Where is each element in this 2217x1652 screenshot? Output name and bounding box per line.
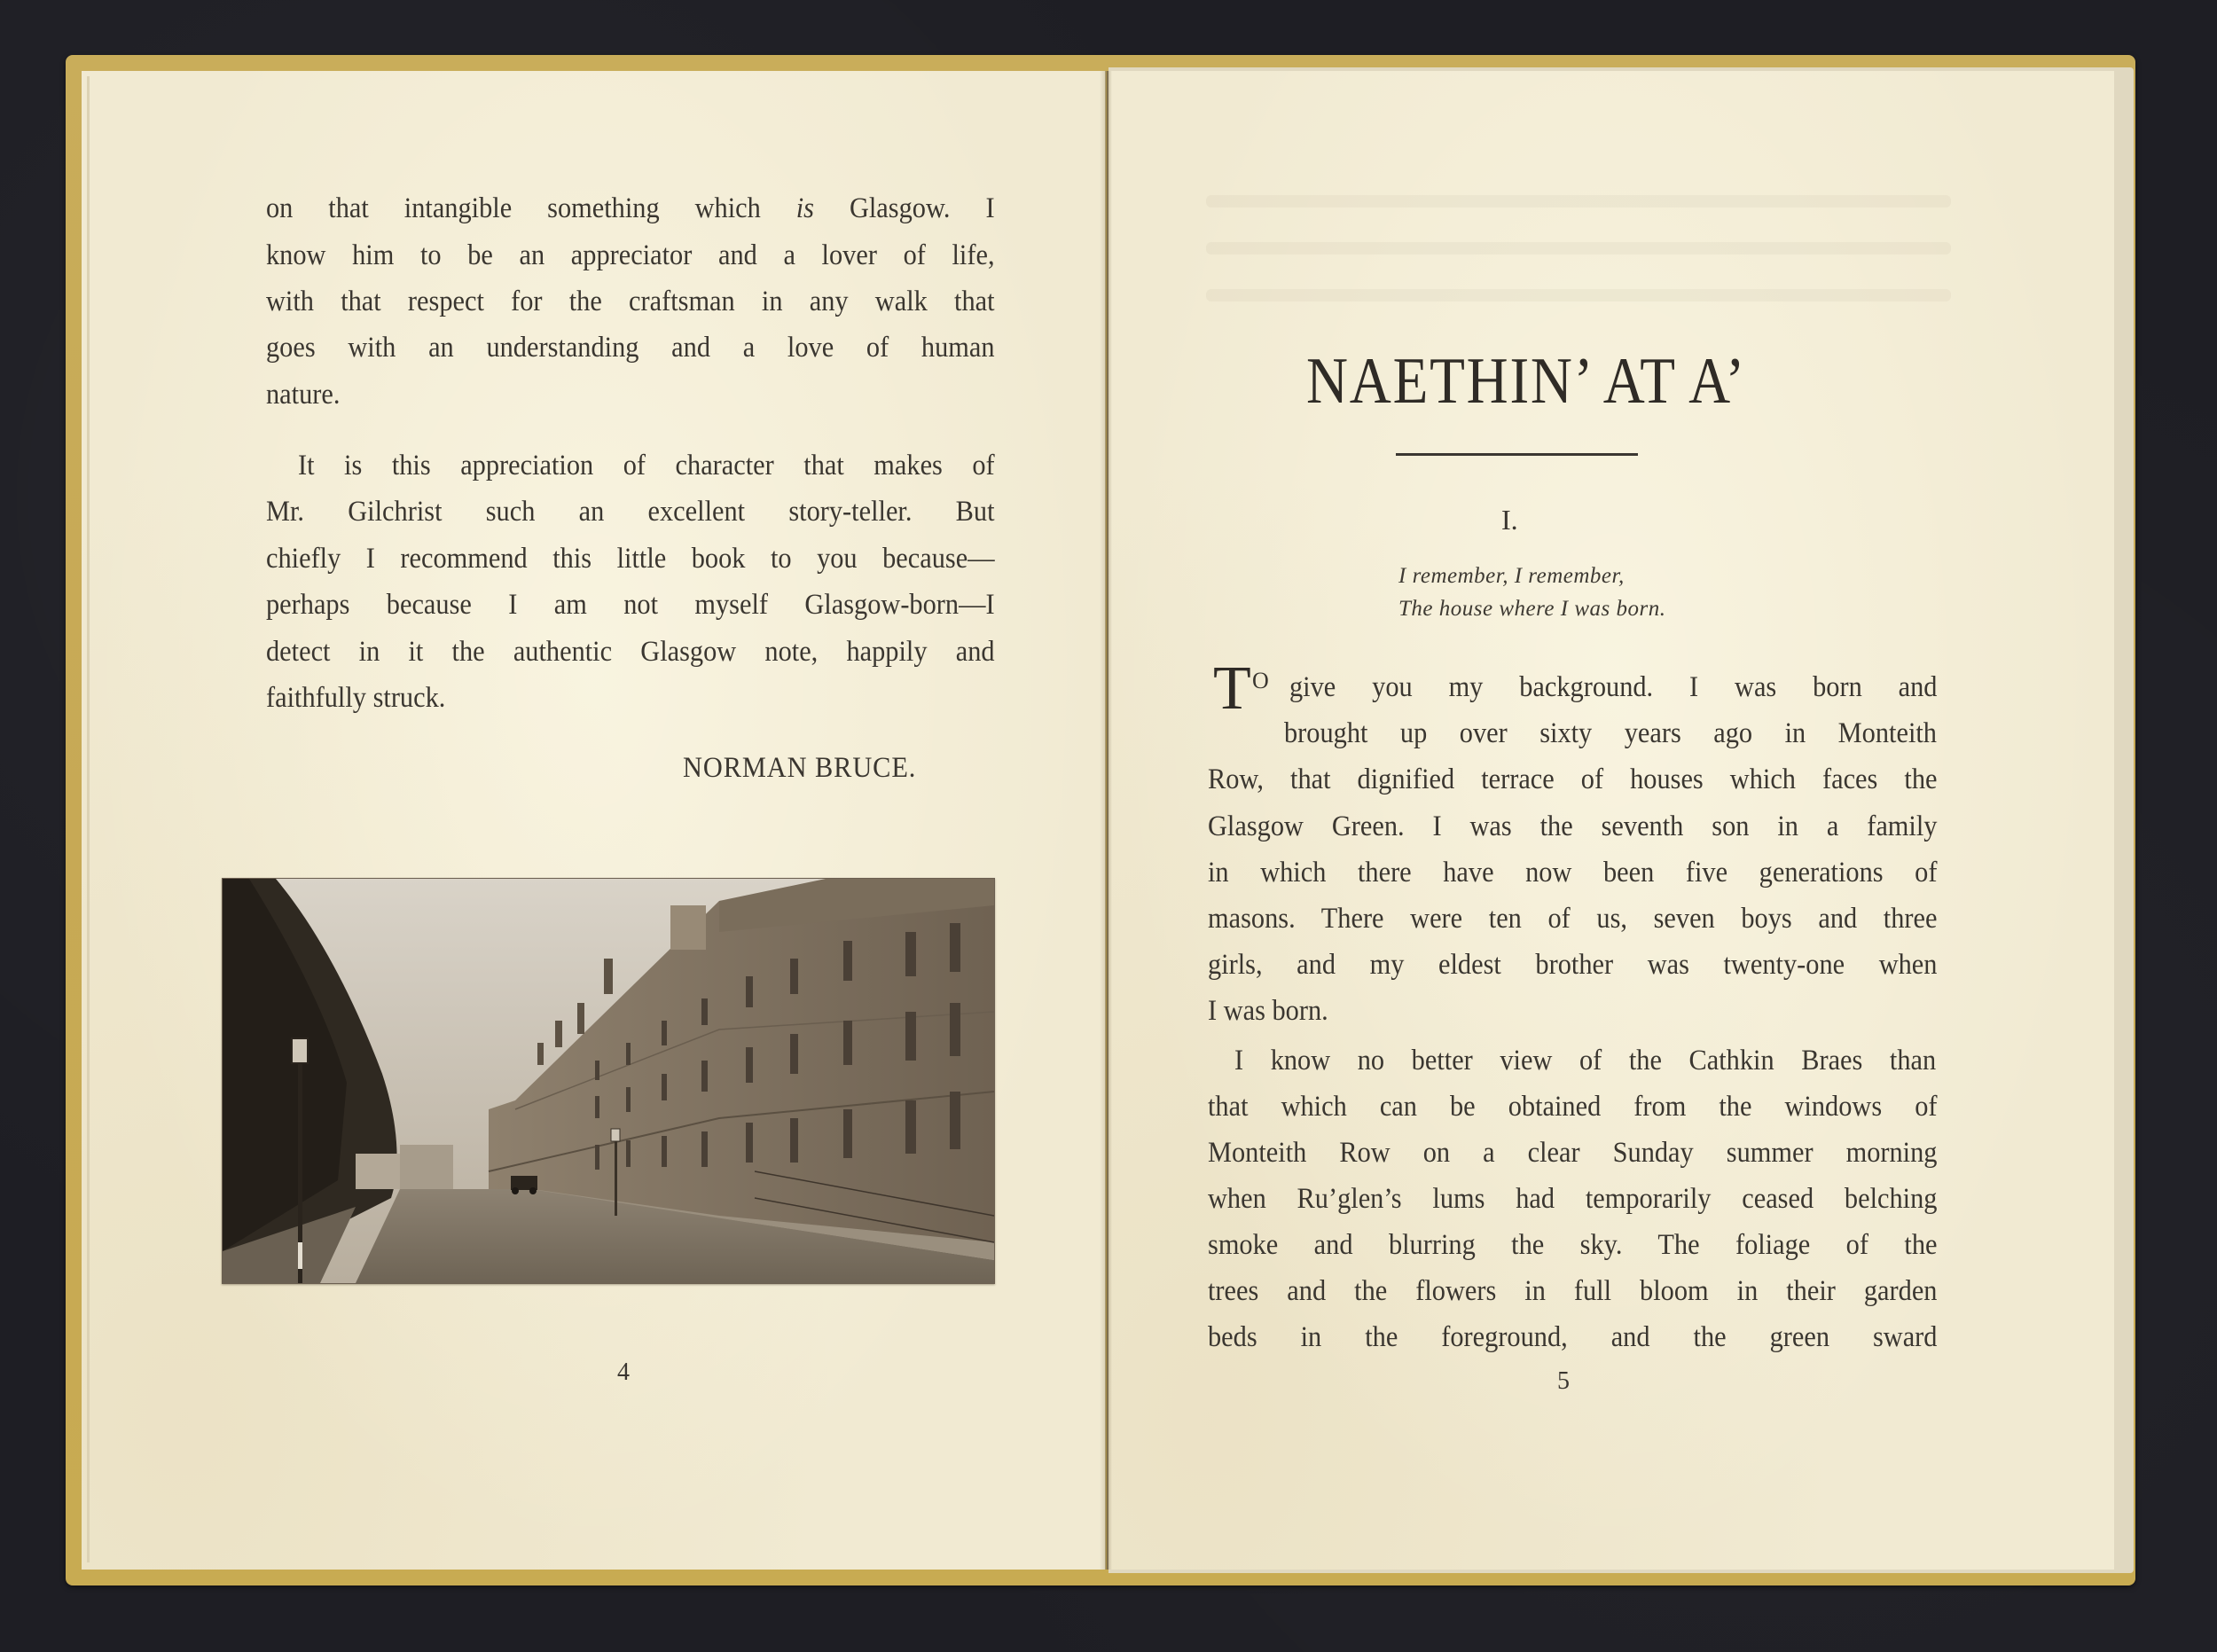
text-line: It is this appreciation of character that makes of [298,450,995,482]
chapter-number: I. [1501,504,1518,536]
street-photograph [222,878,995,1284]
page-edge [87,76,90,1562]
text-line: detect in it the authentic Glasgow note, happily and [266,636,995,668]
bleed-through [1206,242,1951,254]
text-line: beds in the foreground, and the green sward [1208,1321,1938,1353]
text-line: girls, and my eldest brother was twenty-one when [1208,949,1938,981]
epigraph-line: I remember, I remember, [1398,564,1625,588]
text-line: chiefly I recommend this little book to you because— [266,543,995,575]
drop-cap: T [1213,654,1251,723]
drop-cap-small: O [1252,668,1269,693]
text-line: smoke and blurring the sky. The foliage of the [1208,1229,1938,1261]
text-line: that which can be obtained from the windows of [1208,1091,1938,1123]
text-line: when Ru’glen’s lums had temporarily ceased belching [1208,1183,1938,1215]
text-line: Row, that dignified terrace of houses which faces the [1208,763,1938,795]
text-line: in which there have now been five generations of [1208,857,1938,889]
text-line: trees and the flowers in full bloom in their garden [1208,1275,1938,1307]
text-line: faithfully struck. [266,682,446,714]
text-line: Mr. Gilchrist such an excellent story-teller. But [266,496,995,528]
italic-word: is [795,192,814,224]
spine-gutter [1100,71,1112,1570]
text-span: Glasgow. I [813,192,995,224]
text-line: perhaps because I am not myself Glasgow-born—I [266,589,995,621]
photo-image [223,879,994,1283]
text-line: know him to be an appreciator and a lover of life, [266,239,995,271]
epigraph-line: The house where I was born. [1398,597,1666,621]
text-line: brought up over sixty years ago in Monteith [1284,717,1937,749]
text-line: nature. [266,379,341,411]
text-line [266,191,995,226]
text-line: I know no better view of the Cathkin Braes than [1234,1045,1937,1077]
text-line: with that respect for the craftsman in any walk that [266,286,995,317]
chapter-title: NAETHIN’ AT A’ [1306,345,1747,418]
text-line: Glasgow Green. I was the seventh son in a family [1208,810,1938,842]
text-line: Monteith Row on a clear Sunday summer morning [1208,1137,1938,1169]
author-signature: NORMAN BRUCE. [683,752,917,784]
title-rule [1396,453,1638,456]
bleed-through [1206,195,1951,207]
text-span: on that intangible something which [266,192,796,224]
text-line: masons. There were ten of us, seven boys and three [1208,903,1938,935]
page-number-left: 4 [617,1358,630,1386]
text-line: goes with an understanding and a love of human [266,332,995,364]
page-number-right: 5 [1557,1367,1570,1395]
text-line: I was born. [1208,995,1328,1027]
text-line: give you my background. I was born and [1289,671,1938,703]
bleed-through [1206,289,1951,301]
